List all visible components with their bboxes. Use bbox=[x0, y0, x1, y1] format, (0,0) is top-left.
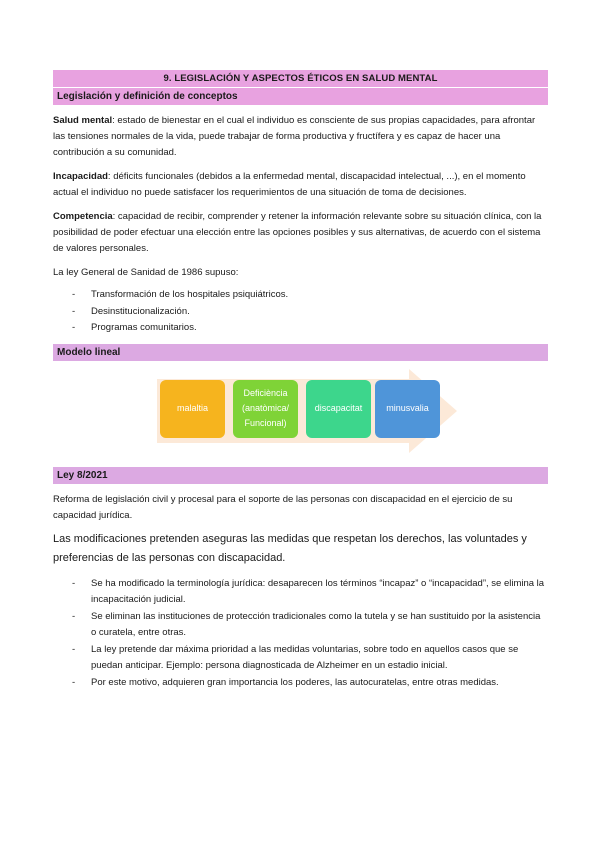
list-item: - Por este motivo, adquieren gran importancia los poderes, las autocuratelas, entre otras medidas. bbox=[53, 675, 548, 691]
text-competence: : capacidad de recibir, comprender y retener la información relevante sobre su situación clínica, con la posibilidad de poder efectuar una elección entre las opciones posibles y sus alternativas, de acuerdo con el sistema de valores personales. bbox=[53, 211, 542, 254]
term-mental-health: Salud mental bbox=[53, 115, 113, 126]
section-header-legislation: Legislación y definición de conceptos bbox=[53, 88, 548, 105]
term-incapacity: Incapacidad bbox=[53, 171, 108, 182]
section-header-law-2021: Ley 8/2021 bbox=[53, 467, 548, 484]
linear-model-diagram bbox=[53, 363, 548, 463]
definition-competence bbox=[53, 209, 548, 257]
law-1986-intro: La ley General de Sanidad de 1986 supuso: bbox=[53, 267, 239, 278]
law-2021-statement: Las modificaciones pretenden aseguras las medidas que respetan los derechos, las voluntades y preferencias de las personas con discapacidad. bbox=[53, 532, 527, 564]
law-2021-intro: Reforma de legislación civil y procesal para el soporte de las personas con discapacidad en el ejercicio de su capacidad jurídica. bbox=[53, 493, 513, 521]
text-mental-health: : estado de bienestar en el cual el individuo es consciente de sus propias capacidades, para afrontar las tensiones normales de la vida, puede trabajar de forma productiva y fructífera y es capaz de hacer una contribución a su comunidad. bbox=[53, 115, 536, 158]
list-item: - Transformación de los hospitales psiquiátricos. bbox=[53, 287, 548, 304]
diagram-box-malaltia: malaltia bbox=[160, 380, 225, 438]
list-item: - Se eliminan las instituciones de protección tradicionales como la tutela y se han sustituido por la asistencia o curatela, entre otras. bbox=[53, 609, 548, 641]
document-title: 9. LEGISLACIÓN Y ASPECTOS ÉTICOS EN SALUD MENTAL bbox=[53, 70, 548, 87]
law-1986-list bbox=[53, 287, 548, 337]
term-competence: Competencia bbox=[53, 211, 113, 222]
diagram-box-minusvalia: minusvalia bbox=[375, 380, 440, 438]
list-item: - Desinstitucionalización. bbox=[53, 304, 548, 321]
definition-mental-health bbox=[53, 113, 548, 161]
list-item: - Se ha modificado la terminología jurídica: desaparecen los términos “incapaz” o “incapacidad”, se elimina la incapacitación judicial. bbox=[53, 576, 548, 608]
list-item: - La ley pretende dar máxima prioridad a las medidas voluntarias, sobre todo en aquellos casos que se puedan anticipar. Ejemplo: persona diagnosticada de Alzheimer en un estadio inicial. bbox=[53, 642, 548, 674]
diagram-box-discapacitat: discapacitat bbox=[306, 380, 371, 438]
list-item: - Programas comunitarios. bbox=[53, 320, 548, 337]
section-header-model: Modelo lineal bbox=[53, 344, 548, 361]
document-page bbox=[53, 70, 548, 692]
law-2021-list bbox=[53, 576, 548, 691]
diagram-box-deficiencia: Deficiència (anatòmica/ Funcional) bbox=[233, 380, 298, 438]
text-incapacity: : déficits funcionales (debidos a la enfermedad mental, discapacidad intelectual, ...), en el momento actual el individuo no puede satisfacer los requerimientos de una situación de toma de decisiones. bbox=[53, 171, 526, 198]
definition-incapacity bbox=[53, 169, 548, 201]
